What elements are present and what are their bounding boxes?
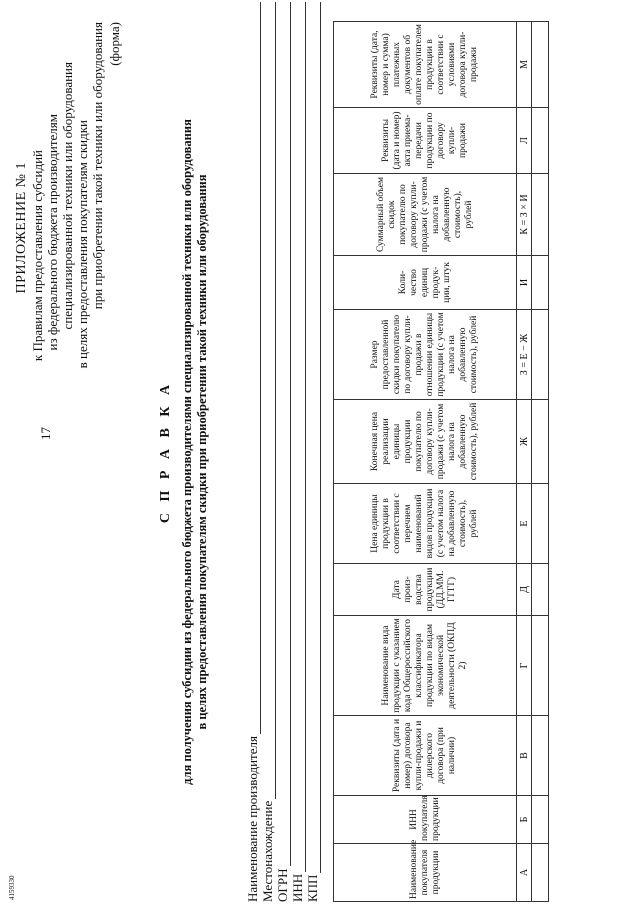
table-header-cell: Реквизиты (дата и номер) акта приема-передачи продукции по договору купли-продажи [334,108,517,174]
table-header-cell: Коли-чество единиц продук-ции, штук [334,256,517,310]
field-producer-name: Наименование производителя [246,2,261,902]
document-title: С П Р А В К А [158,380,173,524]
table-header-cell: Наименование вида продукции с указанием кода Общероссийского классификатора продукции по видам экономической деятельности (ОКПД 2) [334,616,517,716]
table-header-row [334,22,517,902]
table-empty-row [532,22,549,902]
table-header-cell: ИНН покупателя продукции [334,796,517,844]
column-letter: Л [517,108,532,174]
field-inn: ИНН [291,2,306,902]
column-letter: Б [517,796,532,844]
table-header-cell: Цена единицы продукции в соответствии с перечнем наименований видов продукции (с учетом налога на добавленную стоимость), рублей [334,484,517,564]
field-location: Местонахождение [261,2,276,902]
producer-fields [246,2,321,902]
subtitle-line: в целях предоставления покупателям скидки при приобретении такой техники или оборудования [195,174,209,730]
table-header-cell: Конечная цена реализации единицы продукции покупателю по договору купли-продажи (с учетом налога на добавленную стоимость), рублей [334,400,517,484]
page-number: 17 [38,427,53,440]
table-header-cell: Суммарный объем скидок покупателю по договору купли-продажи (с учетом налога на добавленную стоимость), рублей [334,174,517,256]
field-ogrn: ОГРН [276,2,291,902]
column-letter: Ж [517,400,532,484]
column-letter: А [517,844,532,902]
table-header-cell: Наименование покупателя продукции [334,844,517,902]
appendix-line: при приобретении такой техники или оборудования [90,22,105,310]
column-letter: В [517,716,532,796]
appendix-line: в целях предоставления покупателям скидки [75,120,90,369]
appendix-header [14,22,122,902]
field-kpp: КПП [306,2,321,902]
column-letter: К = З × И [517,174,532,256]
table-header-cell: Реквизиты (дата, номер и сумма) платежных документов об оплате покупателем продукции в соответствии с условиями договора купли-продажи [334,22,517,108]
column-letter: Д [517,564,532,616]
document-id: 4159330 [8,875,16,900]
appendix-line: к Правилам предоставления субсидий [30,150,45,362]
appendix-line: из федерального бюджета производителям [45,114,60,351]
table-header-cell: Реквизиты (дата и номер) договора купли-продажи и дилерского договора (при наличии) [334,716,517,796]
column-letter: З = Е − Ж [517,310,532,400]
column-letter: И [517,256,532,310]
document-subtitle [180,2,210,902]
table-column-letters-row [517,22,532,902]
appendix-title: ПРИЛОЖЕНИЕ № 1 [14,162,29,294]
form-label: (форма) [107,22,122,66]
column-letter: Е [517,484,532,564]
column-letter: Г [517,616,532,716]
column-letter: М [517,22,532,108]
subtitle-line: для получения субсидии из федерального бюджета производителями специализированной техники или оборудования [180,119,194,785]
table-header-cell: Размер предоставленной скидки покупателю по договору купли-продажи в отношении единицы продукции (с учетом налога на добавленную стоимость), рублей [334,310,517,400]
table-header-cell: Дата произ-водства продукции (ДД.ММ. ГГГГ) [334,564,517,616]
discount-table [333,21,549,902]
appendix-line: специализированной техники или оборудования [60,62,75,330]
rotated-page-content [8,2,628,902]
